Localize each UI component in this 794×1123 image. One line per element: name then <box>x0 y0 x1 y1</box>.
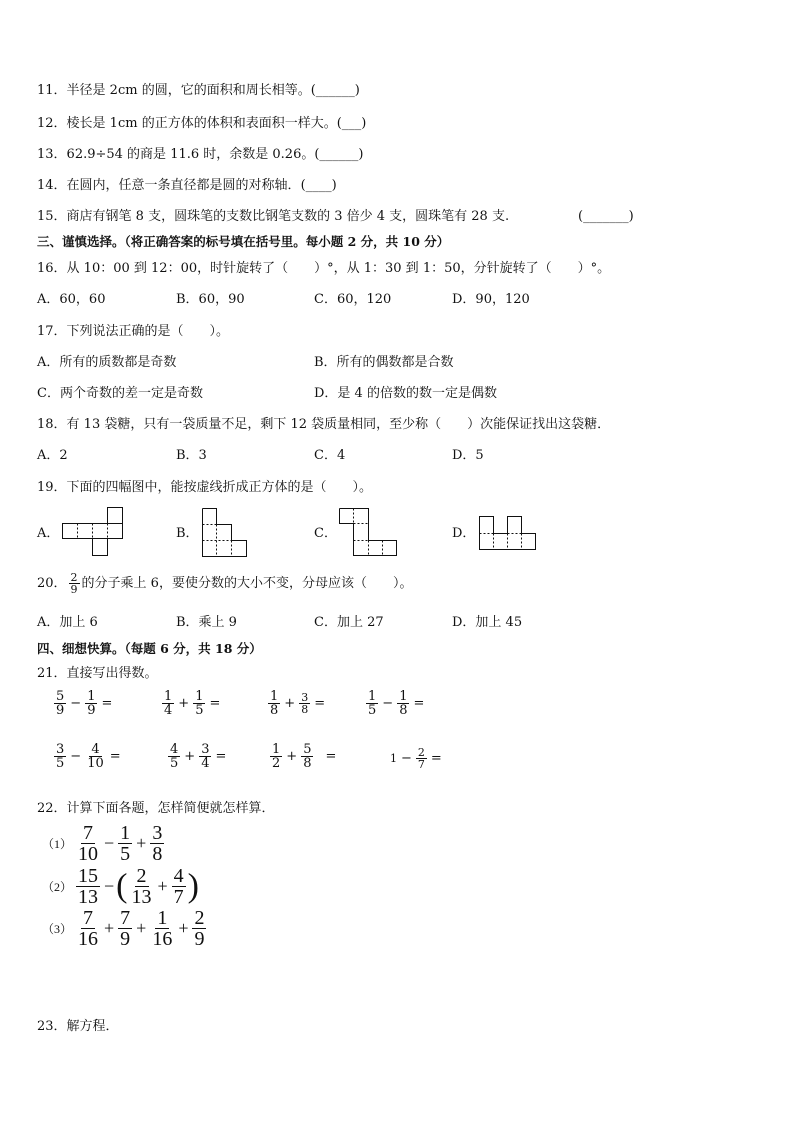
q18-option-c: C．4 <box>314 448 346 463</box>
calc-22-3: （3） $\frac{7}{16}$ + $\frac{7}{9}$ + $\frac{1}{16}$ + $\frac{2}{9}$ <box>42 907 205 950</box>
question-15: 15．商店有钢笔 8 支，圆珠笔的支数比钢笔支数的 3 倍少 4 支，圆珠笔有 28 支. <box>37 209 510 224</box>
calc-2-1: $\frac{3}{5}$ − $\frac{4}{10}$ = <box>56 742 121 771</box>
question-20: 20． $\frac{2}{9}$ 的分子乘上 6，要使分数的大小不变，分母应该（ ）。 <box>37 571 413 596</box>
q20-option-b: B．乘上 9 <box>176 615 237 630</box>
section-4-heading: 四、细想快算。（每题 6 分，共 18 分） <box>37 641 262 656</box>
q17-option-a: A．所有的质数都是奇数 <box>37 355 177 370</box>
calc-1-4: $\frac{1}{5}$ − $\frac{1}{8}$ = <box>368 689 425 718</box>
question-16: 16．从 10：00 到 12：00，时针旋转了（ ）°，从 1：30 到 1：50，分针旋转了（ ）°。 <box>37 261 611 276</box>
question-17: 17．下列说法正确的是（ ）。 <box>37 324 230 339</box>
calc-1-1: $\frac{5}{9}$ − $\frac{1}{9}$ = <box>56 689 113 718</box>
calc-1-2: $\frac{1}{4}$ + $\frac{1}{5}$ = <box>164 689 221 718</box>
calc-22-2: （2） $\frac{15}{13}$ −( $\frac{2}{13}$ + $\frac{4}{7}$ ) <box>42 865 199 908</box>
fraction-2-9: $\frac{2}{9}$ <box>70 571 78 596</box>
q18-option-b: B．3 <box>176 448 207 463</box>
calc-22-1: （1） $\frac{7}{10}$ − $\frac{1}{5}$ + $\frac{3}{8}$ <box>42 822 163 865</box>
q20-option-a: A．加上 6 <box>37 615 98 630</box>
q19-label-c: C． <box>314 526 337 541</box>
question-23: 23．解方程． <box>37 1019 119 1034</box>
cube-net-d <box>479 516 539 552</box>
q16-option-b: B．60，90 <box>176 292 245 307</box>
cube-net-a <box>62 507 126 559</box>
q17-option-d: D．是 4 的倍数的数一定是偶数 <box>314 386 497 401</box>
q19-label-d: D． <box>452 526 476 541</box>
calc-1-3: $\frac{1}{8}$ + $\frac{3}{8}$ = <box>270 689 326 718</box>
q20-option-d: D．加上 45 <box>452 615 523 630</box>
cube-net-c <box>339 508 399 558</box>
q16-option-d: D．90，120 <box>452 292 530 307</box>
q16-option-c: C．60，120 <box>314 292 392 307</box>
question-11: 11．半径是 2cm 的圆，它的面积和周长相等。(______) <box>37 83 360 98</box>
q17-option-c: C．两个奇数的差一定是奇数 <box>37 386 203 401</box>
q19-label-a: A． <box>37 526 60 541</box>
question-22: 22．计算下面各题，怎样简便就怎样算． <box>37 801 275 816</box>
question-15-paren: (_______) <box>578 209 634 224</box>
q20-option-c: C．加上 27 <box>314 615 384 630</box>
cube-net-b <box>202 508 248 560</box>
calc-2-2: $\frac{4}{5}$ + $\frac{3}{4}$ = <box>170 742 227 771</box>
question-21: 21．直接写出得数。 <box>37 666 158 681</box>
calc-2-4: 1 − $\frac{2}{7}$ = <box>390 746 442 771</box>
question-13: 13．62.9÷54 的商是 11.6 时，余数是 0.26。(______) <box>37 147 364 162</box>
question-18: 18．有 13 袋糖，只有一袋质量不足，剩下 12 袋质量相同，至少称（ ）次能保证找出这袋糖． <box>37 417 611 432</box>
question-19: 19．下面的四幅图中，能按虚线折成正方体的是（ ）。 <box>37 480 373 495</box>
section-3-heading: 三、谨慎选择。（将正确答案的标号填在括号里。每小题 2 分，共 10 分） <box>37 234 450 249</box>
q16-option-a: A．60，60 <box>37 292 106 307</box>
question-14: 14．在圆内，任意一条直径都是圆的对称轴．(____) <box>37 178 337 193</box>
question-12: 12．棱长是 1cm 的正方体的体积和表面积一样大。(___) <box>37 116 367 131</box>
q18-option-a: A．2 <box>37 448 68 463</box>
calc-2-3: $\frac{1}{2}$ + $\frac{5}{8}$ = <box>272 742 337 771</box>
q17-option-b: B．所有的偶数都是合数 <box>314 355 454 370</box>
q18-option-d: D．5 <box>452 448 484 463</box>
q19-label-b: B． <box>176 526 199 541</box>
